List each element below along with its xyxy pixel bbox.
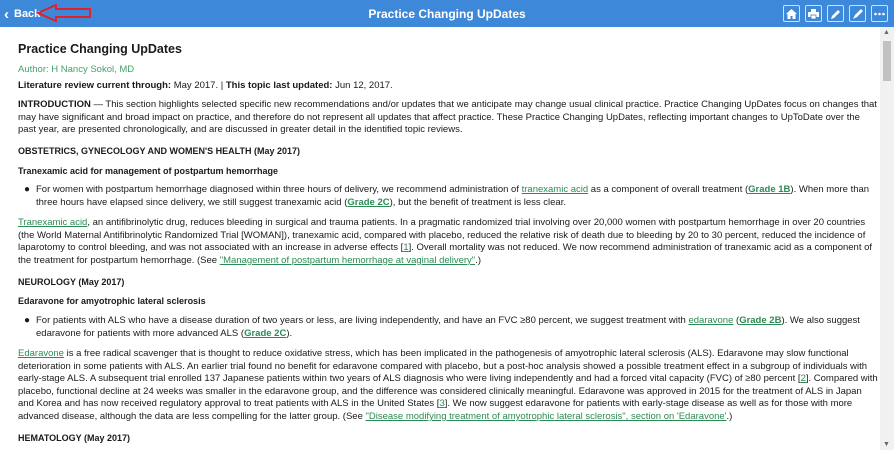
more-icon [874, 12, 885, 16]
grade-2b-link[interactable]: Grade 2B [739, 315, 782, 326]
section-heading-obgyn: OBSTETRICS, GYNECOLOGY AND WOMEN'S HEALTH (May 2017) [18, 146, 301, 156]
intro-paragraph: INTRODUCTION — This section highlights selected specific new recommendations and/or updates that we anticipate may change usual clinical practice. Practice Changing UpDates focus on changes that may have significant and broad impact on practice, and therefore do not represent all updates that affect practice. These Practice Changing UpDates, reflecting important changes to UpToDate over the past year, are presented chronologically, and are discussed in greater detail in the identified topic reviews. [18, 99, 877, 136]
see-als-treatment-link[interactable]: "Disease modifying treatment of amyotrophic lateral sclerosis", section on 'Edaravone' [365, 410, 727, 422]
author-link[interactable]: H Nancy Sokol, MD [51, 64, 135, 75]
vertical-scrollbar[interactable] [880, 27, 894, 450]
bullet-dot-icon: ● [24, 184, 31, 195]
page-title: Practice Changing UpDates [18, 42, 182, 56]
paragraph-tranexamic: Tranexamic acid, an antifibrinolytic drug, reduces bleeding in surgical and trauma patients. In a pragmatic randomized trial involving over 20,000 women with postpartum hemorrhage in over 20 countries (the World Maternal Antifibrinolytic Randomized Trial [WOMAN]), tranexamic acid, compared with placebo, reduced the relative risk of death due to bleeding by 20 to 30 percent, reduced the incidence of laparotomy to control bleeding, and was not associated with an increase in adverse effects [1]. Overall mortality was not reduced. We now recommend administration of tranexamic acid as a component of the treatment for postpartum hemorrhage. (See "Management of postpartum hemorrhage at vaginal delivery".) [18, 217, 873, 266]
updated-label: This topic last updated: [225, 80, 333, 91]
see-postpartum-hemorrhage-link[interactable]: "Management of postpartum hemorrhage at vaginal delivery" [219, 254, 476, 266]
print-icon [808, 9, 819, 19]
link-tranexamic-acid-2[interactable]: Tranexamic acid [18, 217, 88, 228]
grade-2c-link-2[interactable]: Grade 2C [244, 327, 287, 339]
section-heading-hematology: HEMATOLOGY (May 2017) [18, 433, 131, 443]
window-title: Practice Changing UpDates [368, 7, 526, 21]
intro-label: INTRODUCTION [18, 99, 91, 110]
paragraph-edaravone: Edaravone is a free radical scavenger that is thought to reduce oxidative stress, which has been implicated in the pathogenesis of amyotrophic lateral sclerosis (ALS). Edaravone may slow functional deterioration in some patients with ALS. An earlier trial found no benefit for edaravone compared with placebo, but a post-hoc analysis showed a possible treatment effect in a subgroup of individuals with early-stage ALS. A subsequent trial enrolled 137 Japanese patients within two years of ALS diagnosis who were living independently and had a forced vital capacity (FVC) of ≥80 percent [2]. Compared with placebo, functional decline at 24 weeks was smaller in the edaravone group, and the difference was considered clinically meaningful. Edaravone was approved in 2015 for the treatment of ALS in Japan and Korea and has now received regulatory approval to treat patients with ALS in the United States [3]. We now suggest edaravone for patients with early-stage disease as well as for those with more advanced disease, although the data are less compelling for the latter group. (See "Disease modifying treatment of amyotrophic lateral sclerosis", section on 'Edaravone'.) [18, 348, 878, 422]
author-line [18, 64, 880, 77]
updated-value: Jun 12, 2017. [335, 80, 393, 91]
grade-2c-link[interactable]: Grade 2C [347, 196, 390, 208]
bullet-edaravone: ● For patients with ALS who have a disease duration of two years or less, are living independently, and have an FVC ≥80 percent, we suggest treatment with edaravone (Grade 2B). We also suggest edaravone for patients with more advanced ALS (Grade 2C). [24, 315, 860, 339]
reference-1-link[interactable]: 1 [403, 242, 409, 254]
reference-2-link[interactable]: 2 [800, 373, 806, 385]
back-label: Back [14, 8, 41, 20]
scrollbar-thumb[interactable] [883, 41, 891, 81]
subheading-tranexamic: Tranexamic acid for management of postpartum hemorrhage [18, 166, 279, 176]
section-heading-neurology: NEUROLOGY (May 2017) [18, 277, 125, 287]
link-edaravone-2[interactable]: Edaravone [18, 348, 64, 359]
home-icon [786, 9, 797, 19]
author-prefix: Author: [18, 64, 49, 75]
edit-button[interactable] [827, 5, 844, 22]
home-button[interactable] [783, 5, 800, 22]
highlighter-icon [853, 9, 863, 19]
lit-value: May 2017. [173, 80, 219, 91]
top-bar [0, 0, 894, 27]
scroll-up-icon[interactable]: ▲ [883, 29, 890, 36]
more-button[interactable] [871, 5, 888, 22]
bullet-dot-icon: ● [24, 315, 31, 326]
document-content [18, 27, 880, 450]
pencil-icon [831, 9, 841, 19]
reference-3-link[interactable]: 3 [439, 398, 445, 410]
lit-label: Literature review current through: [18, 80, 172, 91]
chevron-left-icon: ‹ [4, 5, 9, 23]
bullet-tranexamic: ● For women with postpartum hemorrhage diagnosed within three hours of delivery, we recommend administration of tranexamic acid as a component of overall treatment (Grade 1B). When more than three hours have elapsed since delivery, we still suggest tranexamic acid (Grade 2C), but the benefit of treatment is less clear. [24, 184, 870, 208]
print-button[interactable] [805, 5, 822, 22]
scroll-down-icon[interactable]: ▼ [883, 441, 890, 448]
toolbar-buttons [783, 5, 888, 22]
subheading-edaravone: Edaravone for amyotrophic lateral sclerosis [18, 296, 206, 306]
link-tranexamic-acid[interactable]: tranexamic acid [521, 184, 589, 195]
grade-1b-link[interactable]: Grade 1B [748, 184, 791, 195]
highlight-button[interactable] [849, 5, 866, 22]
literature-review-line: Literature review current through: May 2017. | This topic last updated: Jun 12, 2017. [18, 80, 393, 91]
link-edaravone[interactable]: edaravone [688, 315, 734, 326]
